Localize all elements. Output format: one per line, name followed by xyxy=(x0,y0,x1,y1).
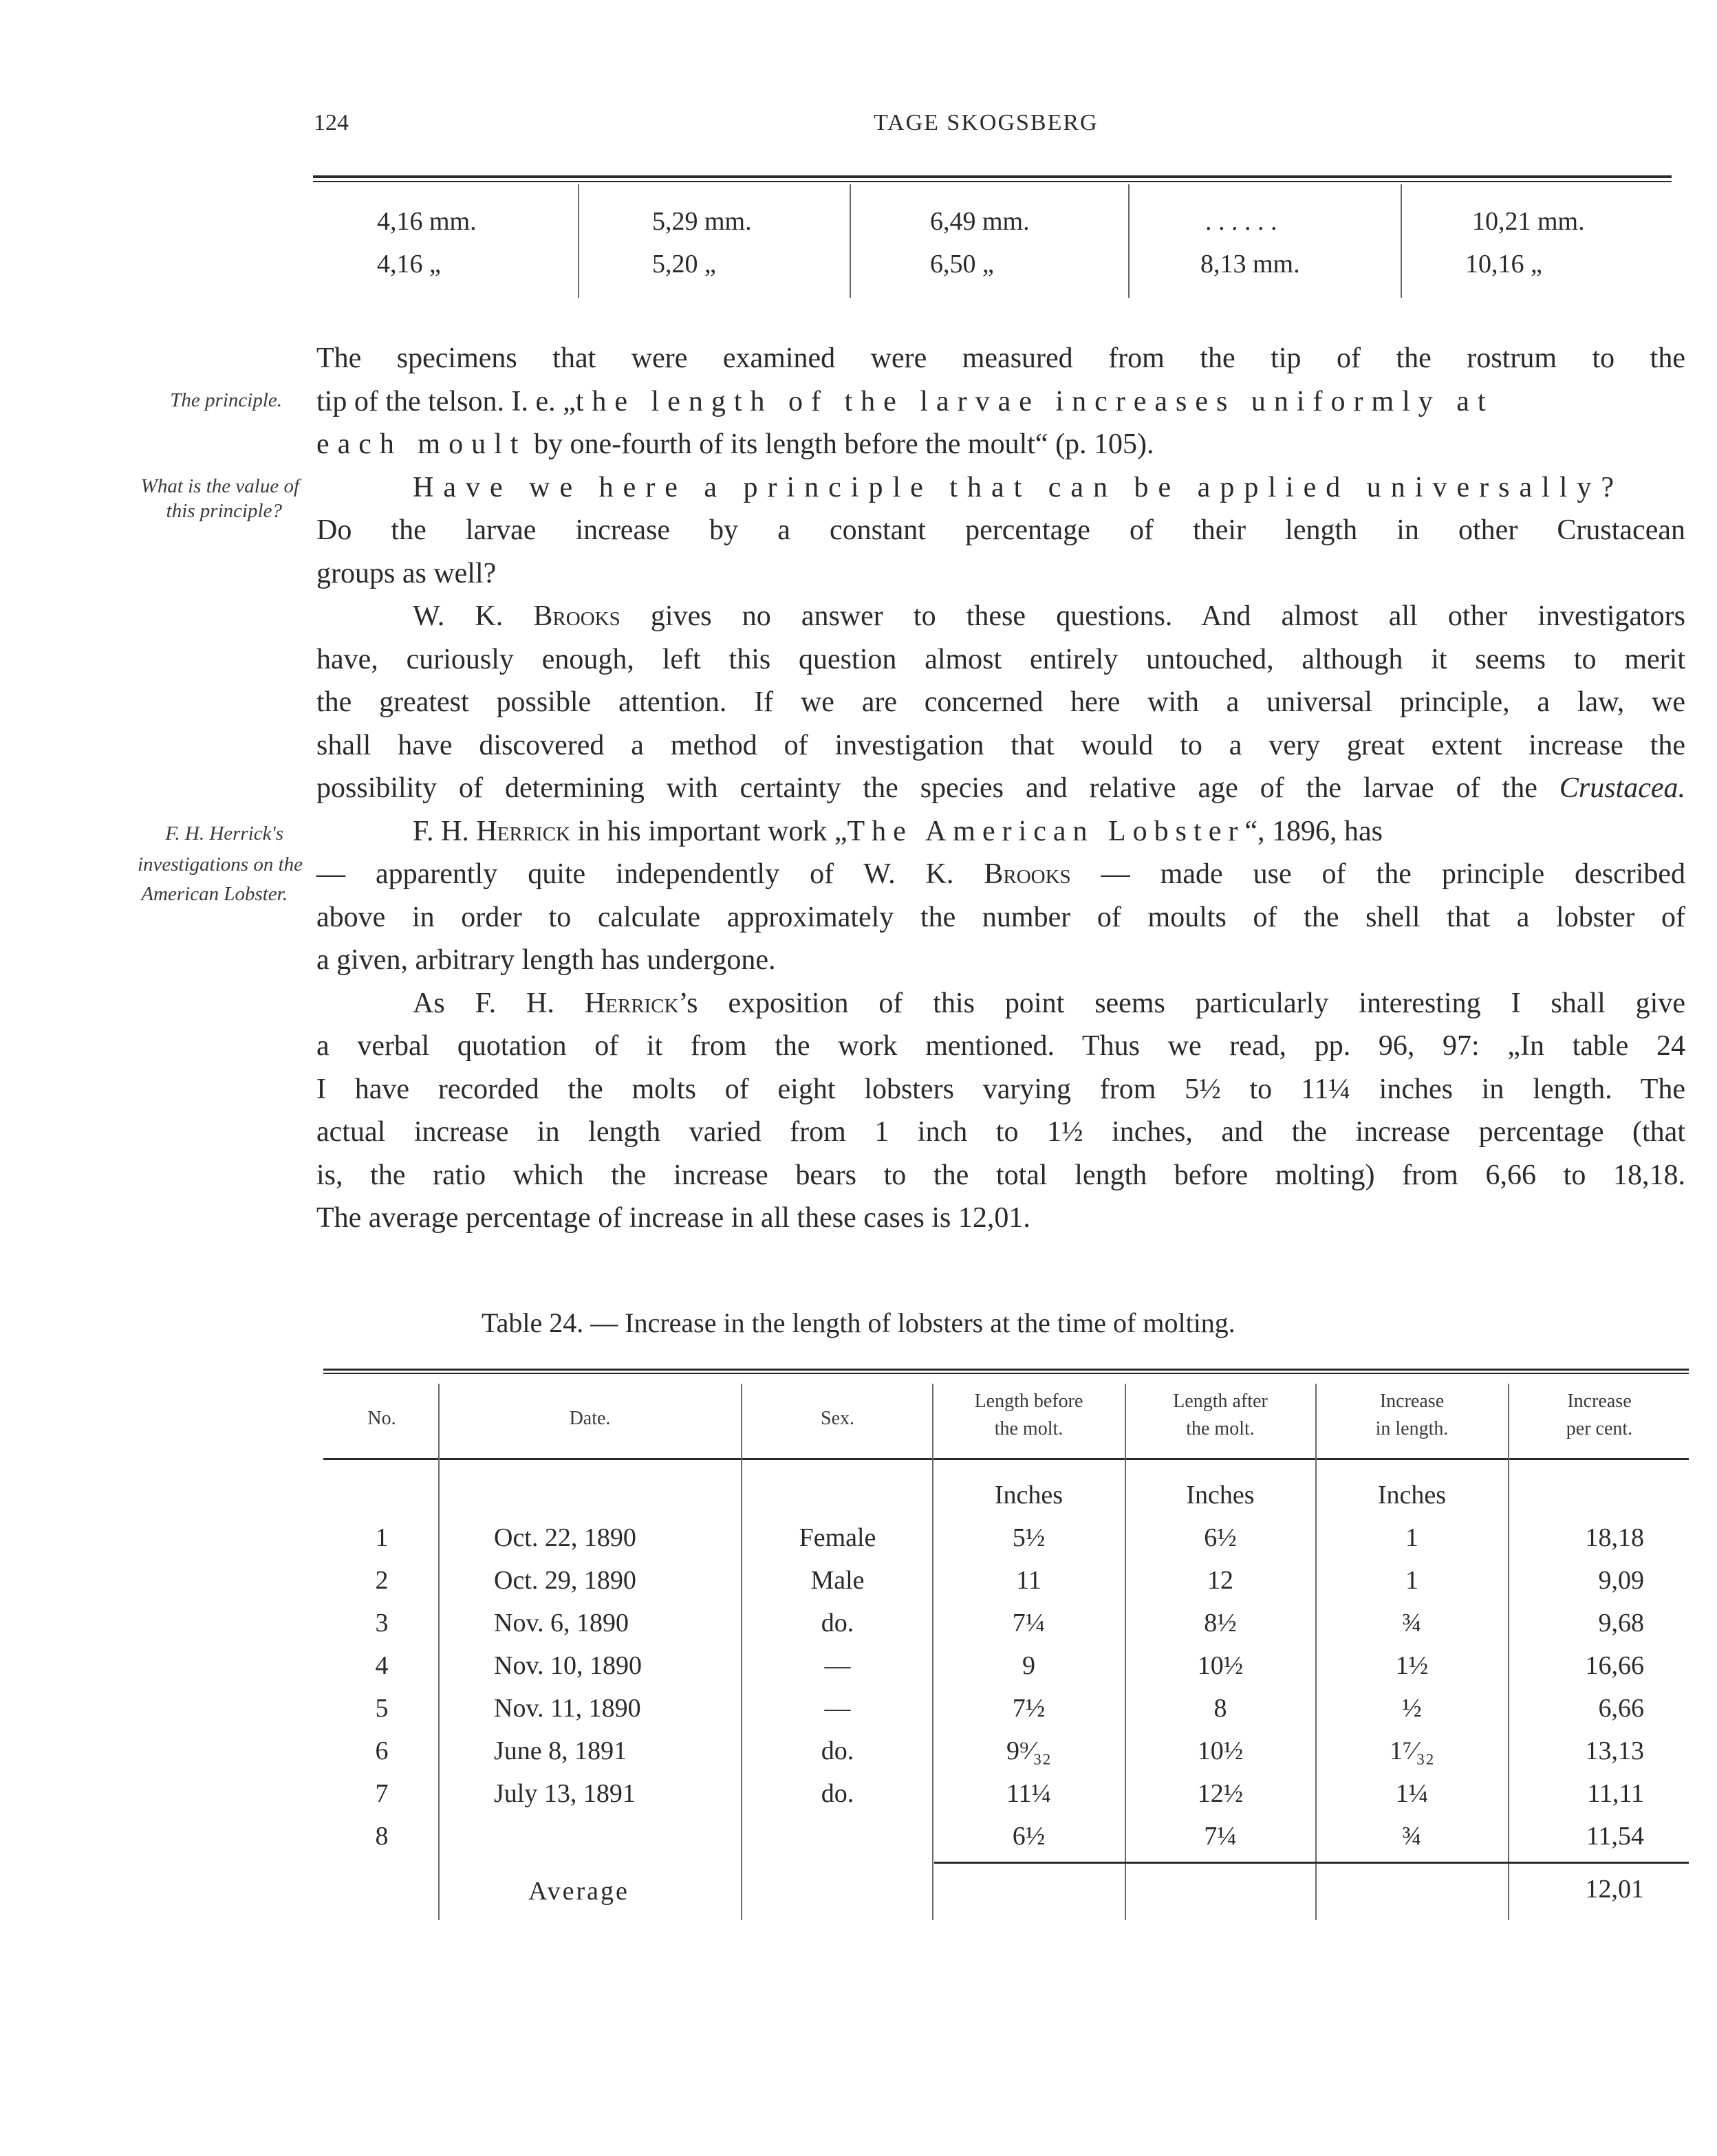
table-cell-pct: 18,18 xyxy=(1585,1523,1644,1552)
margin-note-herrick: investigations on the xyxy=(137,853,303,875)
body-line: The average percentage of increase in all these cases is 12,01. xyxy=(316,1202,1030,1234)
table-top-rule-thin xyxy=(323,1373,1689,1374)
average-rule xyxy=(934,1862,1689,1864)
header-length-after xyxy=(1127,1388,1314,1443)
table-cell-pct: 16,66 xyxy=(1585,1651,1644,1680)
column-divider xyxy=(741,1384,742,1920)
table-cell-increase: 1⁷⁄₃₂ xyxy=(1389,1736,1435,1765)
table-cell-no: 7 xyxy=(375,1779,389,1808)
table-cell-increase: 1 xyxy=(1405,1566,1418,1595)
table-cell-after: 12½ xyxy=(1197,1779,1244,1808)
table-cell-no: 3 xyxy=(375,1609,389,1637)
header-line: in length. xyxy=(1375,1418,1449,1439)
column-divider xyxy=(1128,184,1130,298)
header-date: Date. xyxy=(569,1408,611,1429)
body-line xyxy=(413,473,1685,502)
body-line xyxy=(413,817,1685,846)
body-line xyxy=(316,387,1685,416)
spaced-quote: each moult xyxy=(316,428,527,460)
table-cell: 8,13 mm. xyxy=(1200,250,1300,279)
table-cell-no: 6 xyxy=(375,1736,389,1765)
text-span: — made use of the principle described xyxy=(1070,858,1685,890)
margin-note-value: this principle? xyxy=(166,500,282,522)
table-cell-increase: 1½ xyxy=(1395,1651,1429,1680)
table-cell-date: June 8, 1891 xyxy=(494,1736,627,1765)
text-span: ’s exposition of this point seems particularly interesting I shall give xyxy=(678,988,1685,1019)
table-cell-date: Nov. 6, 1890 xyxy=(494,1609,629,1637)
text-span: F. H. xyxy=(413,816,477,847)
table-caption: Table 24. — Increase in the length of lobsters at the time of molting. xyxy=(482,1307,1235,1338)
margin-note-herrick: American Lobster. xyxy=(141,883,288,905)
unit-label: Inches xyxy=(1186,1481,1255,1510)
table-cell-pct: 11,54 xyxy=(1586,1822,1644,1851)
table-cell-no: 1 xyxy=(375,1523,389,1552)
table-cell-date: Oct. 22, 1890 xyxy=(494,1523,636,1552)
top-rule-thin xyxy=(313,181,1672,182)
body-line: The specimens that were examined were measured from the tip of the rostrum to the xyxy=(316,342,1685,374)
body-line: the greatest possible attention. If we are concerned here with a universal principle, a law, we xyxy=(316,686,1685,718)
author-name: Herrick xyxy=(584,988,679,1019)
table-cell-after: 12 xyxy=(1207,1566,1233,1595)
table-cell-after: 10½ xyxy=(1197,1736,1244,1765)
table-cell-before: 9⁹⁄₃₂ xyxy=(1006,1736,1052,1765)
header-line: the molt. xyxy=(1186,1418,1255,1439)
text-span: possibility of determining with certainty the species and relative age of the larvae of the xyxy=(316,772,1559,804)
header-line: Length after xyxy=(1173,1391,1268,1412)
table-cell-sex: do. xyxy=(821,1736,854,1765)
table-cell-increase: 1 xyxy=(1405,1523,1418,1552)
column-divider xyxy=(1401,184,1402,298)
body-line xyxy=(316,774,1685,803)
text-span: gives no answer to these questions. And almost all other investigators xyxy=(620,600,1686,632)
header-line: Length before xyxy=(974,1391,1083,1412)
table-cell-date: Nov. 10, 1890 xyxy=(494,1651,642,1680)
table-cell-pct: 6,66 xyxy=(1598,1694,1644,1723)
table-cell-sex: Female xyxy=(799,1523,876,1552)
table-cell-before: 7¼ xyxy=(1012,1609,1046,1637)
body-line: is, the ratio which the increase bears to the total length before molting) from 6,66 to 18,18. xyxy=(316,1159,1685,1191)
table-cell-before: 5½ xyxy=(1012,1523,1046,1552)
column-divider xyxy=(932,1384,933,1920)
table-cell-after: 8 xyxy=(1213,1694,1227,1723)
table-cell: 10,21 mm. xyxy=(1472,207,1585,236)
body-line: actual increase in length varied from 1 inch to 1½ inches, and the increase percentage (that xyxy=(316,1116,1685,1148)
body-line xyxy=(413,602,1685,631)
table-cell-before: 11 xyxy=(1016,1566,1041,1595)
table-cell-before: 11¼ xyxy=(1006,1779,1052,1808)
table-cell-increase: 1¼ xyxy=(1395,1779,1429,1808)
table-cell: 4,16 „ xyxy=(377,250,441,279)
body-line: shall have discovered a method of investigation that would to a very great extent increase the xyxy=(316,730,1685,761)
spaced-quote: the length of the larvae increases uniformly at xyxy=(575,386,1494,417)
table-cell-sex: do. xyxy=(821,1609,854,1637)
header-line: Increase xyxy=(1379,1391,1445,1412)
text-span: As F. H. xyxy=(413,988,585,1019)
table-cell-increase: ¾ xyxy=(1402,1609,1422,1637)
table-cell-before: 9 xyxy=(1022,1651,1035,1680)
table-cell-pct: 11,11 xyxy=(1587,1779,1644,1808)
column-divider xyxy=(438,1384,440,1920)
table-cell: . . . . . . xyxy=(1205,207,1277,236)
author-name: Brooks xyxy=(533,600,620,632)
column-divider xyxy=(1315,1384,1317,1920)
table-cell-sex: — xyxy=(824,1651,851,1680)
table-cell-no: 2 xyxy=(375,1566,389,1595)
table-cell-sex: — xyxy=(824,1694,851,1723)
table-cell-pct: 9,68 xyxy=(1598,1609,1644,1637)
table-cell: 10,16 „ xyxy=(1465,250,1542,279)
body-line xyxy=(413,989,1685,1018)
margin-note-herrick: F. H. Herrick's xyxy=(165,823,283,845)
table-cell-before: 6½ xyxy=(1012,1822,1046,1851)
table-cell-increase: ¾ xyxy=(1402,1822,1422,1851)
column-divider xyxy=(850,184,851,298)
table-cell-no: 4 xyxy=(375,1651,389,1680)
unit-label: Inches xyxy=(994,1481,1063,1510)
page-number: 124 xyxy=(314,110,349,135)
average-label: Average xyxy=(528,1877,629,1906)
header-increase-percent xyxy=(1510,1388,1689,1443)
running-title: TAGE SKOGSBERG xyxy=(874,110,1099,135)
text-span: in his important work „ xyxy=(570,816,847,847)
header-increase-length xyxy=(1317,1388,1507,1443)
table-cell-after: 6½ xyxy=(1204,1523,1237,1552)
table-cell-after: 7¼ xyxy=(1204,1822,1237,1851)
text-span: — apparently quite independently of W. K. xyxy=(316,858,984,890)
text-span: by one-fourth of its length before the moult“ (p. 105). xyxy=(526,428,1154,460)
unit-label: Inches xyxy=(1377,1481,1447,1510)
text-span: W. K. xyxy=(413,600,534,632)
body-line: have, curiously enough, left this question almost entirely untouched, although it seems to merit xyxy=(316,644,1685,675)
header-length-before xyxy=(934,1388,1123,1443)
table-cell-date: Oct. 29, 1890 xyxy=(494,1566,636,1595)
body-line xyxy=(316,860,1685,889)
work-title: The American Lobster xyxy=(847,816,1245,847)
header-no: No. xyxy=(367,1408,396,1429)
body-line: a verbal quotation of it from the work mentioned. Thus we read, pp. 96, 97: „In table 24 xyxy=(316,1030,1685,1062)
body-line: groups as well? xyxy=(316,558,497,589)
header-rule xyxy=(323,1458,1689,1460)
table-cell-after: 8½ xyxy=(1204,1609,1237,1637)
text-span: tip of the telson. I. e. „ xyxy=(316,386,576,417)
text-span: “, 1896, has xyxy=(1244,816,1383,847)
header-sex: Sex. xyxy=(821,1408,854,1429)
table-cell-after: 10½ xyxy=(1197,1651,1244,1680)
table-cell-no: 8 xyxy=(375,1822,389,1851)
table-cell-date: Nov. 11, 1890 xyxy=(494,1694,641,1723)
taxon-name: Crustacea. xyxy=(1559,772,1685,804)
table-cell: 4,16 mm. xyxy=(377,207,477,236)
top-rule xyxy=(313,175,1672,178)
author-name: Herrick xyxy=(476,816,571,847)
table-top-rule xyxy=(323,1369,1689,1371)
margin-note-value: What is the value of xyxy=(140,475,299,497)
header-line: per cent. xyxy=(1566,1418,1633,1439)
margin-note-principle: The principle. xyxy=(170,389,282,411)
spaced-text: Have we here a principle that can be applied universally? xyxy=(413,472,1624,503)
column-divider xyxy=(1125,1384,1126,1920)
table-cell-sex: Male xyxy=(810,1566,865,1595)
body-line: Do the larvae increase by a constant percentage of their length in other Crustacean xyxy=(316,514,1685,546)
table-cell: 6,50 „ xyxy=(930,250,994,279)
column-divider xyxy=(578,184,579,298)
column-divider xyxy=(1508,1384,1509,1920)
body-line xyxy=(316,430,1685,459)
header-line: the molt. xyxy=(994,1418,1063,1439)
body-line: a given, arbitrary length has undergone. xyxy=(316,944,776,976)
table-cell: 5,29 mm. xyxy=(652,207,752,236)
table-cell: 6,49 mm. xyxy=(930,207,1030,236)
average-value: 12,01 xyxy=(1585,1875,1644,1904)
table-cell-no: 5 xyxy=(375,1694,389,1723)
header-line: Increase xyxy=(1567,1391,1632,1412)
table-cell-date: July 13, 1891 xyxy=(494,1779,636,1808)
author-name: Brooks xyxy=(984,858,1071,890)
table-cell-pct: 9,09 xyxy=(1598,1566,1644,1595)
table-cell: 5,20 „ xyxy=(652,250,716,279)
table-cell-pct: 13,13 xyxy=(1585,1736,1644,1765)
table-cell-increase: ½ xyxy=(1402,1694,1422,1723)
table-cell-before: 7½ xyxy=(1012,1694,1046,1723)
body-line: I have recorded the molts of eight lobsters varying from 5½ to 11¼ inches in length. The xyxy=(316,1074,1685,1105)
table-cell-sex: do. xyxy=(821,1779,854,1808)
body-line: above in order to calculate approximately the number of moults of the shell that a lobster of xyxy=(316,902,1685,933)
